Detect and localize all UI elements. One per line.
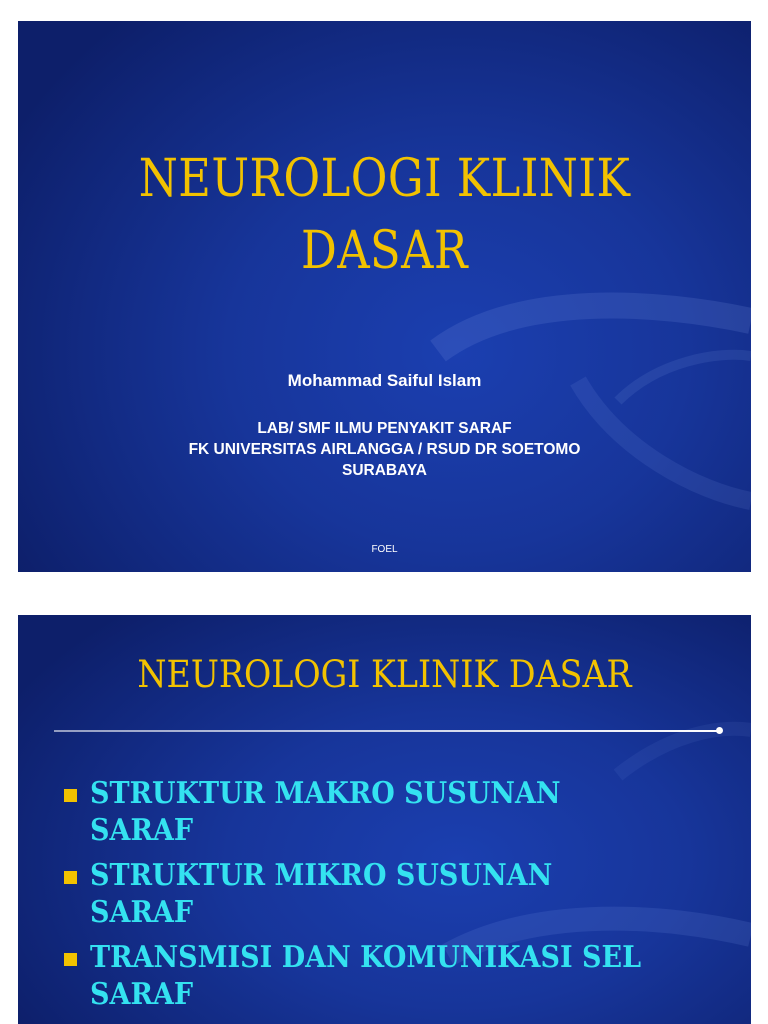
slide-footer: FOEL (371, 544, 398, 555)
affiliation-block (18, 418, 751, 481)
background-swoosh-decoration (18, 21, 751, 572)
slide-title-line-2: DASAR (301, 221, 468, 281)
list-item-text: STRUKTUR MAKRO SUSUNAN SARAF (90, 776, 561, 848)
divider-end-dot (716, 727, 723, 734)
square-bullet-icon (64, 871, 77, 884)
slide-title: NEUROLOGI KLINIK DASAR (137, 653, 632, 696)
affiliation-line-1: LAB/ SMF ILMU PENYAKIT SARAF (257, 420, 512, 437)
square-bullet-icon (64, 789, 77, 802)
title-divider (54, 730, 718, 732)
affiliation-line-2: FK UNIVERSITAS AIRLANGGA / RSUD DR SOETOMO (188, 441, 581, 458)
affiliation-line-3: SURABAYA (342, 462, 427, 479)
square-bullet-icon (64, 953, 77, 966)
list-item (62, 939, 702, 1013)
list-item (62, 857, 702, 931)
slide-title (69, 143, 699, 287)
outline-slide (18, 615, 751, 1024)
list-item-text: STRUKTUR MIKRO SUSUNAN SARAF (90, 858, 553, 930)
bullet-list (62, 775, 702, 1021)
title-slide (18, 21, 751, 572)
author-name: Mohammad Saiful Islam (287, 371, 482, 390)
list-item-text: TRANSMISI DAN KOMUNIKASI SEL SARAF (90, 940, 642, 1012)
list-item (62, 775, 702, 849)
slide-title-line-1: NEUROLOGI KLINIK (138, 149, 631, 209)
